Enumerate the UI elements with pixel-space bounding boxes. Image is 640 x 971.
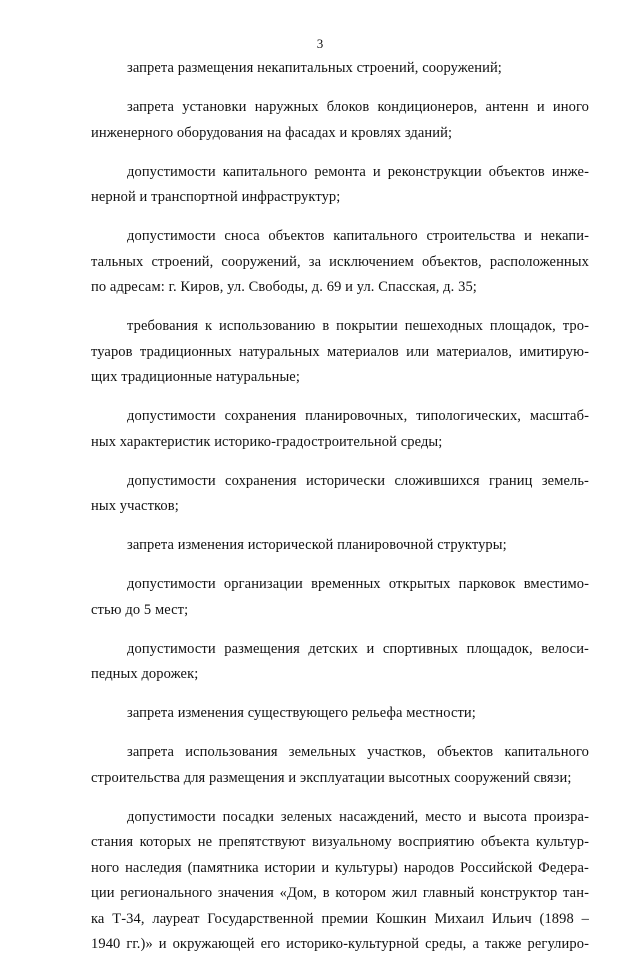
paragraph — [91, 740, 589, 791]
text-line: инженерного оборудования на фасадах и кровлях зданий; — [91, 124, 453, 141]
text-line: стания которых не препятствуют визуальному восприятию объекта культур- — [91, 834, 589, 850]
text-line: тальных строений, сооружений, за исключением объектов, расположенных — [91, 253, 589, 270]
paragraph — [91, 637, 589, 688]
text-line: строительства для размещения и эксплуатации высотных сооружений связи; — [91, 769, 572, 786]
paragraph — [91, 224, 589, 301]
paragraph — [91, 701, 589, 727]
paragraph — [91, 805, 589, 958]
text-line: ного наследия (памятника истории и культуры) народов Российской Федера- — [91, 859, 589, 876]
text-line: запрета изменения существующего рельефа местности; — [127, 705, 476, 721]
text-line: запрета размещения некапитальных строений, сооружений; — [127, 60, 502, 76]
text-line: допустимости сохранения планировочных, типологических, масштаб- — [127, 408, 589, 424]
paragraph — [91, 469, 589, 520]
paragraph — [91, 95, 589, 146]
text-line: запрета использования земельных участков, объектов капитального — [127, 744, 589, 760]
paragraph — [91, 56, 589, 82]
text-line: по адресам: г. Киров, ул. Свободы, д. 69 и ул. Спасская, д. 35; — [91, 279, 477, 295]
text-line: ции регионального значения «Дом, в котором жил главный конструктор тан- — [91, 885, 589, 901]
text-line: допустимости организации временных открытых парковок вместимо- — [127, 576, 589, 592]
text-line: нерной и транспортной инфраструктур; — [91, 189, 341, 205]
text-line: допустимости размещения детских и спортивных площадок, велоси- — [127, 640, 589, 657]
text-line: 1940 гг.)» и окружающей его историко-культурной среды, а также регулиро- — [91, 936, 589, 952]
page-number: 3 — [316, 36, 324, 51]
paragraph — [91, 160, 589, 211]
text-line: допустимости сноса объектов капитального строительства и некапи- — [127, 228, 589, 244]
paragraph — [91, 533, 589, 559]
text-line: щих традиционные натуральные; — [91, 369, 300, 385]
text-line: стью до 5 мест; — [91, 601, 189, 618]
document-body — [91, 56, 589, 971]
paragraph — [91, 572, 589, 623]
text-line: ных участков; — [91, 498, 179, 514]
text-line: допустимости посадки зеленых насаждений, место и высота произра- — [127, 808, 589, 825]
text-line: ных характеристик историко-градостроительной среды; — [91, 433, 443, 450]
text-line: допустимости капитального ремонта и реконструкции объектов инже- — [127, 163, 589, 180]
text-line: педных дорожек; — [91, 666, 199, 682]
text-line: запрета изменения исторической планировочной структуры; — [127, 537, 507, 553]
paragraph — [91, 314, 589, 391]
paragraph — [91, 404, 589, 455]
text-line: запрета установки наружных блоков кондиционеров, антенн и иного — [127, 99, 589, 115]
text-line: туаров традиционных натуральных материалов или материалов, имитирую- — [91, 343, 589, 360]
text-line: требования к использованию в покрытии пешеходных площадок, тро- — [127, 318, 589, 334]
text-line: допустимости сохранения исторически сложившихся границ земель- — [127, 472, 589, 489]
text-line: ка Т-34, лауреат Государственной премии Кошкин Михаил Ильич (1898 – — [91, 910, 589, 927]
